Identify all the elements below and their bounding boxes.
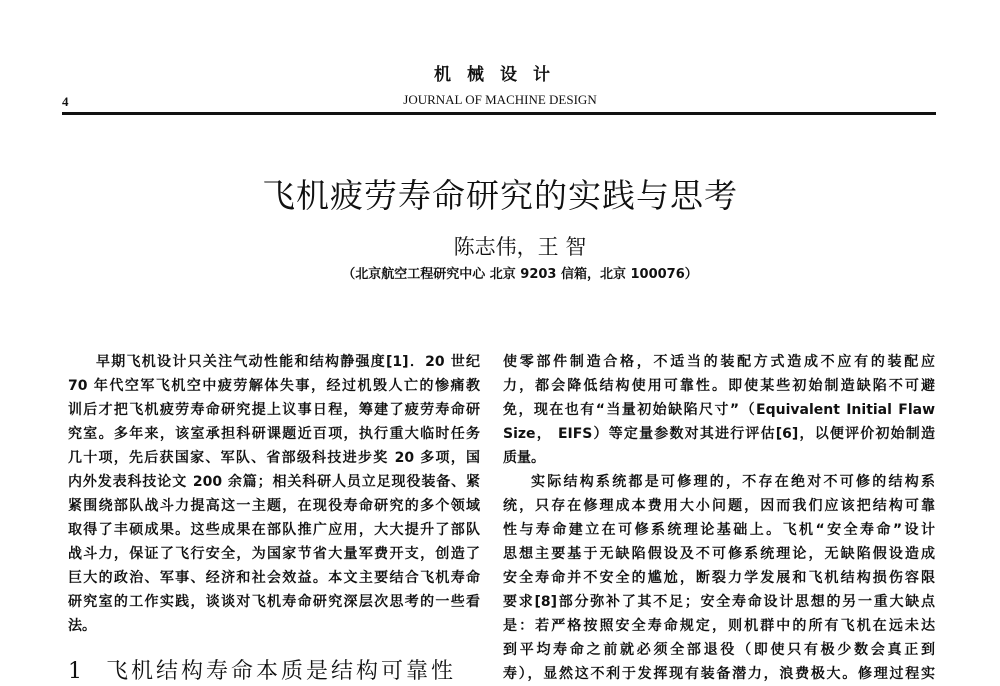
header-rule — [62, 112, 936, 115]
text-line: 巨大的政治、军事、经济和社会效益。本文主要结合飞机寿命 — [68, 570, 480, 586]
section-title: 飞机结构寿命本质是结构可靠性 — [106, 659, 457, 684]
text-line: Size， EIFS）等定量参数对其进行评估[6]，以便评价初始制造 — [503, 426, 935, 442]
text-line: 战斗力，保证了飞行安全，为国家节省大量军费开支，创造了 — [68, 546, 480, 562]
text-line: 几十项，先后获国家、军队、省部级科技进步奖 20 多项，国 — [68, 450, 480, 466]
text-line: 寿），显然这不利于发挥现有装备潜力，浪费极大。修理过程实 — [503, 666, 935, 682]
left-column — [68, 350, 480, 638]
text-line: 70 年代空军飞机空中疲劳解体失事，经过机毁人亡的惨痛教 — [68, 378, 480, 394]
text-line: 要求[8]部分弥补了其不足；安全寿命设计思想的另一重大缺点 — [503, 594, 935, 610]
text-line: 法。 — [68, 618, 96, 634]
text-line: 质量。 — [503, 450, 545, 466]
page-number: 4 — [62, 94, 69, 109]
journal-name-en: JOURNAL OF MACHINE DESIGN — [403, 92, 597, 107]
article-authors: 陈志伟，王 智 — [453, 235, 587, 259]
text-line: 内外发表科技论文 200 余篇；相关科研人员立足现役装备、紧 — [68, 474, 480, 490]
text-line: 究室。多年来，该室承担科研课题近百项，执行重大临时任务 — [68, 426, 480, 442]
section-heading — [68, 660, 478, 684]
text-line: 免，现在也有“当量初始缺陷尺寸”（Equivalent Initial Flaw — [503, 402, 935, 418]
text-line: 安全寿命并不安全的尴尬，断裂力学发展和飞机结构损伤容限 — [503, 570, 935, 586]
text-line: 到平均寿命之前就必须全部退役（即使只有极少数会真正到 — [503, 642, 935, 658]
journal-name-cn: 机械设计 — [434, 65, 566, 85]
text-line: 早期飞机设计只关注气动性能和结构静强度[1]．20 世纪 — [96, 354, 480, 370]
text-line: 研究室的工作实践，谈谈对飞机寿命研究深层次思考的一些看 — [68, 594, 480, 610]
text-line: 力，都会降低结构使用可靠性。即使某些初始制造缺陷不可避 — [503, 378, 935, 394]
text-line: 实际结构系统都是可修理的，不存在绝对不可修的结构系 — [531, 474, 935, 490]
text-line: 思想主要基于无缺陷假设及不可修系统理论，无缺陷假设造成 — [503, 546, 935, 562]
right-column — [503, 350, 935, 686]
text-line: 取得了丰硕成果。这些成果在部队推广应用，大大提升了部队 — [68, 522, 480, 538]
text-line: 性与寿命建立在可修系统理论基础上。飞机“安全寿命”设计 — [503, 522, 935, 538]
article-title: 飞机疲劳寿命研究的实践与思考 — [262, 176, 738, 215]
section-number: 1 — [68, 659, 85, 684]
article-affiliation: （北京航空工程研究中心 北京 9203 信箱，北京 100076） — [342, 267, 698, 282]
text-line: 使零部件制造合格，不适当的装配方式造成不应有的装配应 — [503, 354, 935, 370]
text-line: 是：若严格按照安全寿命规定，则机群中的所有飞机在远未达 — [503, 618, 935, 634]
text-line: 统，只存在修理成本费用大小问题，因而我们应该把结构可靠 — [503, 498, 935, 514]
text-line: 紧围绕部队战斗力提高这一主题，在现役寿命研究的多个领域 — [68, 498, 480, 514]
text-line: 训后才把飞机疲劳寿命研究提上议事日程，筹建了疲劳寿命研 — [68, 402, 480, 418]
